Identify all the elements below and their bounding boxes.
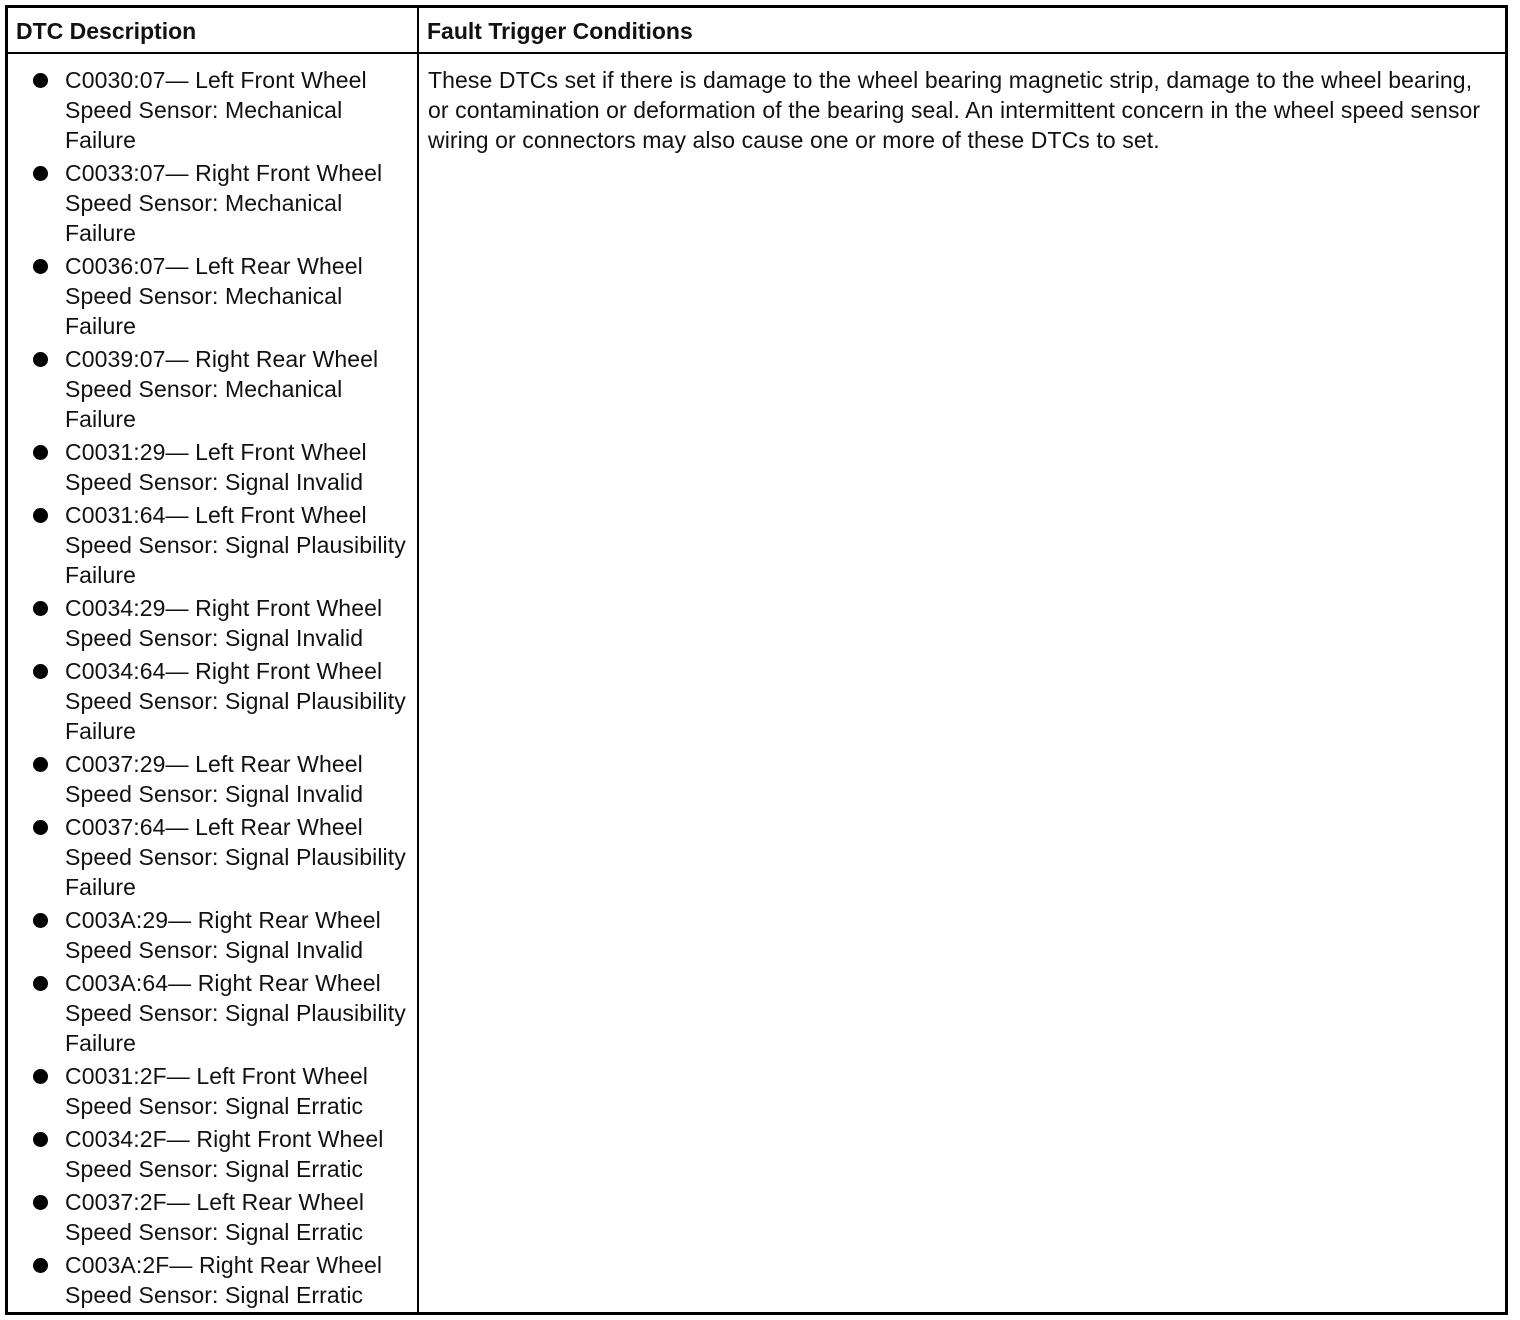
dtc-text: C0033:07— Right Front Wheel Speed Sensor: Mechanical Failure — [65, 160, 383, 246]
list-item — [8, 749, 417, 809]
list-item — [8, 1187, 417, 1247]
bullet-icon — [33, 664, 48, 679]
dtc-list — [8, 65, 417, 1310]
bullet-icon — [33, 757, 48, 772]
list-item — [8, 656, 417, 746]
list-item — [8, 158, 417, 248]
list-item — [8, 437, 417, 497]
dtc-text: C0034:2F— Right Front Wheel Speed Sensor: Signal Erratic — [65, 1126, 384, 1182]
list-item — [8, 812, 417, 902]
dtc-text: C0034:64— Right Front Wheel Speed Sensor: Signal Plausibility Failure — [65, 658, 406, 744]
dtc-text: C0030:07— Left Front Wheel Speed Sensor: Mechanical Failure — [65, 67, 367, 153]
dtc-text: C003A:64— Right Rear Wheel Speed Sensor: Signal Plausibility Failure — [65, 970, 406, 1056]
bullet-icon — [33, 601, 48, 616]
bullet-icon — [33, 820, 48, 835]
bullet-icon — [33, 508, 48, 523]
list-item — [8, 1061, 417, 1121]
list-item — [8, 1124, 417, 1184]
bullet-icon — [33, 259, 48, 274]
list-item — [8, 1250, 417, 1310]
fault-conditions-cell — [419, 54, 1505, 1313]
bullet-icon — [33, 1132, 48, 1147]
list-item — [8, 500, 417, 590]
dtc-text: C0036:07— Left Rear Wheel Speed Sensor: Mechanical Failure — [65, 253, 363, 339]
list-item — [8, 251, 417, 341]
dtc-table — [5, 5, 1508, 1315]
header-fault-trigger-conditions: Fault Trigger Conditions — [419, 8, 1505, 54]
bullet-icon — [33, 445, 48, 460]
dtc-text: C003A:2F— Right Rear Wheel Speed Sensor: Signal Erratic — [65, 1252, 383, 1308]
dtc-text: C0037:29— Left Rear Wheel Speed Sensor: Signal Invalid — [65, 751, 364, 807]
bullet-icon — [33, 352, 48, 367]
dtc-text: C0037:2F— Left Rear Wheel Speed Sensor: Signal Erratic — [65, 1189, 365, 1245]
dtc-text: C0031:64— Left Front Wheel Speed Sensor: Signal Plausibility Failure — [65, 502, 406, 588]
bullet-icon — [33, 1258, 48, 1273]
bullet-icon — [33, 73, 48, 88]
dtc-text: C003A:29— Right Rear Wheel Speed Sensor: Signal Invalid — [65, 907, 381, 963]
fault-conditions-text: These DTCs set if there is damage to the wheel bearing magnetic strip, damage to the wheel bearing, or contamination or deformation of the bearing seal. An intermittent concern in the wheel speed sensor wiring or connectors may also cause one or more of these DTCs to set. — [428, 67, 1481, 153]
bullet-icon — [33, 166, 48, 181]
list-item — [8, 65, 417, 155]
list-item — [8, 344, 417, 434]
list-item — [8, 905, 417, 965]
list-item — [8, 968, 417, 1058]
bullet-icon — [33, 976, 48, 991]
dtc-text: C0037:64— Left Rear Wheel Speed Sensor: Signal Plausibility Failure — [65, 814, 406, 900]
dtc-text: C0034:29— Right Front Wheel Speed Sensor: Signal Invalid — [65, 595, 383, 651]
bullet-icon — [33, 1069, 48, 1084]
bullet-icon — [33, 913, 48, 928]
dtc-text: C0039:07— Right Rear Wheel Speed Sensor: Mechanical Failure — [65, 346, 379, 432]
dtc-description-cell — [8, 54, 419, 1313]
header-dtc-description: DTC Description — [8, 8, 419, 54]
list-item — [8, 593, 417, 653]
dtc-text: C0031:2F— Left Front Wheel Speed Sensor: Signal Erratic — [65, 1063, 369, 1119]
dtc-text: C0031:29— Left Front Wheel Speed Sensor: Signal Invalid — [65, 439, 367, 495]
bullet-icon — [33, 1195, 48, 1210]
